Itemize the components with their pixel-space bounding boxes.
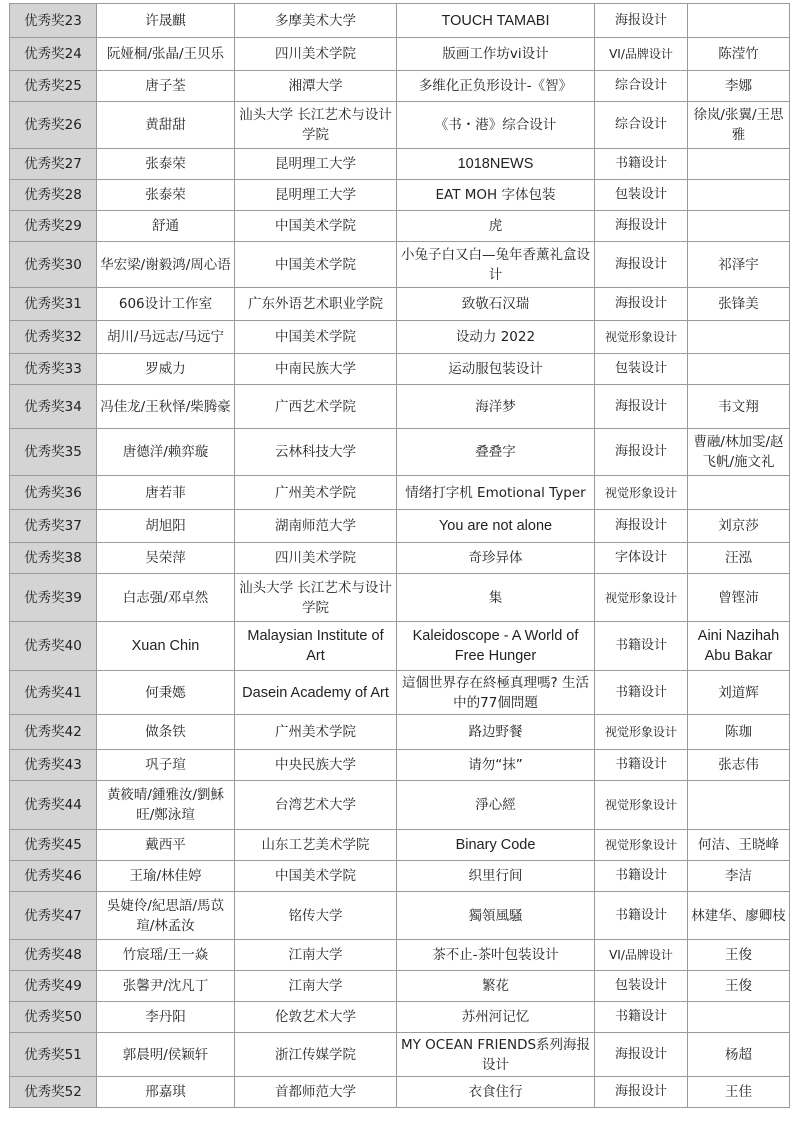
cell-award: 优秀奖51 [10, 1033, 97, 1077]
cell-school: 广西艺术学院 [235, 385, 397, 429]
table-row [10, 1033, 790, 1077]
cell-name: 张泰荣 [97, 180, 235, 211]
cell-mentor [688, 149, 790, 180]
cell-name: 黃筱晴/鍾雅汝/劉穌旺/鄭泳瑄 [97, 781, 235, 830]
cell-award: 优秀奖44 [10, 781, 97, 830]
cell-mentor: Aini Nazihah Abu Bakar [688, 622, 790, 671]
cell-name: 阮娅桐/张晶/王贝乐 [97, 38, 235, 71]
cell-category: 书籍设计 [595, 892, 688, 940]
cell-mentor: 曹融/林加雯/赵飞帆/施文礼 [688, 429, 790, 476]
cell-award: 优秀奖33 [10, 354, 97, 385]
cell-work: 版画工作坊vi设计 [397, 38, 595, 71]
table-row [10, 102, 790, 149]
cell-work: 多维化正负形设计-《智》 [397, 71, 595, 102]
cell-work: 海洋梦 [397, 385, 595, 429]
cell-award: 优秀奖28 [10, 180, 97, 211]
cell-mentor: 曾铿沛 [688, 574, 790, 622]
cell-mentor: 林建华、廖卿枝 [688, 892, 790, 940]
cell-mentor [688, 4, 790, 38]
cell-work: 情绪打字机 Emotional Typer [397, 476, 595, 510]
table-row [10, 385, 790, 429]
cell-award: 优秀奖41 [10, 671, 97, 715]
cell-mentor: 祁泽宇 [688, 242, 790, 288]
cell-work: Binary Code [397, 830, 595, 861]
cell-mentor [688, 476, 790, 510]
cell-award: 优秀奖49 [10, 971, 97, 1002]
cell-school: 四川美术学院 [235, 38, 397, 71]
cell-school: 中南民族大学 [235, 354, 397, 385]
cell-mentor: 王俊 [688, 940, 790, 971]
cell-category: 视觉形象设计 [595, 781, 688, 830]
cell-school: 广州美术学院 [235, 476, 397, 510]
cell-mentor: 李娜 [688, 71, 790, 102]
cell-category: 包装设计 [595, 971, 688, 1002]
cell-name: 唐德洋/赖弈璇 [97, 429, 235, 476]
cell-award: 优秀奖35 [10, 429, 97, 476]
cell-school: 汕头大学 长江艺术与设计学院 [235, 102, 397, 149]
cell-category: 书籍设计 [595, 861, 688, 892]
cell-school: 多摩美术大学 [235, 4, 397, 38]
cell-mentor: 张锋美 [688, 288, 790, 321]
cell-school: 广州美术学院 [235, 715, 397, 750]
table-row [10, 288, 790, 321]
cell-name: 许晟麒 [97, 4, 235, 38]
cell-award: 优秀奖37 [10, 510, 97, 543]
cell-award: 优秀奖46 [10, 861, 97, 892]
cell-name: 606设计工作室 [97, 288, 235, 321]
cell-mentor [688, 781, 790, 830]
cell-work: 獨領風騷 [397, 892, 595, 940]
table-row [10, 354, 790, 385]
cell-work: 集 [397, 574, 595, 622]
cell-name: 李丹阳 [97, 1002, 235, 1033]
table-row [10, 476, 790, 510]
cell-name: 张泰荣 [97, 149, 235, 180]
cell-school: 湘潭大学 [235, 71, 397, 102]
cell-work: 设动力 2022 [397, 321, 595, 354]
cell-school: 广东外语艺术职业学院 [235, 288, 397, 321]
cell-work: 路边野餐 [397, 715, 595, 750]
cell-name: 竹宸瑶/王一焱 [97, 940, 235, 971]
cell-category: 海报设计 [595, 4, 688, 38]
cell-work: EAT MOH 字体包装 [397, 180, 595, 211]
table-row [10, 321, 790, 354]
cell-award: 优秀奖27 [10, 149, 97, 180]
cell-award: 优秀奖25 [10, 71, 97, 102]
cell-school: 首都师范大学 [235, 1077, 397, 1108]
cell-award: 优秀奖24 [10, 38, 97, 71]
cell-work: Kaleidoscope - A World of Free Hunger [397, 622, 595, 671]
cell-award: 优秀奖48 [10, 940, 97, 971]
cell-school: 昆明理工大学 [235, 180, 397, 211]
cell-category: 书籍设计 [595, 671, 688, 715]
cell-mentor [688, 321, 790, 354]
table-row [10, 38, 790, 71]
cell-category: 视觉形象设计 [595, 830, 688, 861]
cell-school: 中国美术学院 [235, 861, 397, 892]
cell-category: 综合设计 [595, 102, 688, 149]
cell-category: 书籍设计 [595, 622, 688, 671]
cell-school: 中国美术学院 [235, 242, 397, 288]
cell-award: 优秀奖40 [10, 622, 97, 671]
cell-work: 小兔子白又白—兔年香薰礼盒设计 [397, 242, 595, 288]
cell-mentor: 何洁、王晓峰 [688, 830, 790, 861]
cell-name: 胡旭阳 [97, 510, 235, 543]
table-row [10, 510, 790, 543]
cell-award: 优秀奖34 [10, 385, 97, 429]
cell-work: 1018NEWS [397, 149, 595, 180]
cell-award: 优秀奖43 [10, 750, 97, 781]
cell-category: VI/品牌设计 [595, 38, 688, 71]
cell-school: 汕头大学 长江艺术与设计学院 [235, 574, 397, 622]
cell-name: 白志强/邓卓然 [97, 574, 235, 622]
cell-mentor: 刘道辉 [688, 671, 790, 715]
cell-work: 苏州河记忆 [397, 1002, 595, 1033]
cell-work: 茶不止-茶叶包装设计 [397, 940, 595, 971]
cell-work: 淨心經 [397, 781, 595, 830]
cell-award: 优秀奖30 [10, 242, 97, 288]
table-row [10, 149, 790, 180]
cell-school: 湖南师范大学 [235, 510, 397, 543]
cell-school: 中央民族大学 [235, 750, 397, 781]
cell-school: 台湾艺术大学 [235, 781, 397, 830]
cell-name: 张馨尹/沈凡丁 [97, 971, 235, 1002]
table-row [10, 671, 790, 715]
awards-table [9, 3, 790, 1108]
cell-award: 优秀奖45 [10, 830, 97, 861]
table-row [10, 4, 790, 38]
cell-name: 华宏梁/谢毅鸿/周心语 [97, 242, 235, 288]
cell-school: 昆明理工大学 [235, 149, 397, 180]
cell-name: 罗威力 [97, 354, 235, 385]
table-row [10, 940, 790, 971]
cell-work: 奇珍异体 [397, 543, 595, 574]
cell-mentor: 汪泓 [688, 543, 790, 574]
cell-name: 邢嘉琪 [97, 1077, 235, 1108]
cell-mentor [688, 211, 790, 242]
cell-work: 织里行间 [397, 861, 595, 892]
cell-category: 海报设计 [595, 211, 688, 242]
cell-work: 《书・港》综合设计 [397, 102, 595, 149]
cell-category: 视觉形象设计 [595, 476, 688, 510]
cell-award: 优秀奖31 [10, 288, 97, 321]
cell-award: 优秀奖39 [10, 574, 97, 622]
cell-name: 唐若菲 [97, 476, 235, 510]
table-row [10, 242, 790, 288]
cell-work: 致敬石汉瑞 [397, 288, 595, 321]
cell-work: TOUCH TAMABI [397, 4, 595, 38]
cell-school: 伦敦艺术大学 [235, 1002, 397, 1033]
cell-school: Malaysian Institute of Art [235, 622, 397, 671]
cell-name: 做条铁 [97, 715, 235, 750]
table-row [10, 861, 790, 892]
table-row [10, 892, 790, 940]
cell-award: 优秀奖29 [10, 211, 97, 242]
table-row [10, 622, 790, 671]
cell-name: 吴荣萍 [97, 543, 235, 574]
cell-work: 虎 [397, 211, 595, 242]
table-row [10, 543, 790, 574]
cell-name: 胡川/马远志/马远宁 [97, 321, 235, 354]
cell-mentor: 李洁 [688, 861, 790, 892]
cell-school: 山东工艺美术学院 [235, 830, 397, 861]
cell-award: 优秀奖36 [10, 476, 97, 510]
cell-award: 优秀奖32 [10, 321, 97, 354]
cell-school: 铭传大学 [235, 892, 397, 940]
cell-category: 海报设计 [595, 429, 688, 476]
cell-category: 海报设计 [595, 510, 688, 543]
cell-name: 巩子瑄 [97, 750, 235, 781]
cell-mentor: 陈珈 [688, 715, 790, 750]
cell-work: 繁花 [397, 971, 595, 1002]
cell-category: 字体设计 [595, 543, 688, 574]
cell-mentor: 刘京莎 [688, 510, 790, 543]
cell-school: 江南大学 [235, 940, 397, 971]
cell-name: 戴西平 [97, 830, 235, 861]
table-row [10, 211, 790, 242]
cell-category: 书籍设计 [595, 149, 688, 180]
table-row [10, 574, 790, 622]
table-row [10, 180, 790, 211]
cell-name: 冯佳龙/王秋怿/柴腾豪 [97, 385, 235, 429]
cell-work: MY OCEAN FRIENDS系列海报设计 [397, 1033, 595, 1077]
cell-award: 优秀奖23 [10, 4, 97, 38]
cell-school: Dasein Academy of Art [235, 671, 397, 715]
cell-category: 海报设计 [595, 242, 688, 288]
cell-school: 云林科技大学 [235, 429, 397, 476]
cell-mentor: 陈滢竹 [688, 38, 790, 71]
cell-mentor: 王俊 [688, 971, 790, 1002]
cell-award: 优秀奖38 [10, 543, 97, 574]
cell-name: 郭晨明/侯颖轩 [97, 1033, 235, 1077]
cell-category: 海报设计 [595, 1033, 688, 1077]
cell-category: 视觉形象设计 [595, 715, 688, 750]
cell-mentor: 王佳 [688, 1077, 790, 1108]
cell-mentor: 韦文翔 [688, 385, 790, 429]
cell-name: 王瑜/林佳婷 [97, 861, 235, 892]
table-row [10, 830, 790, 861]
cell-school: 江南大学 [235, 971, 397, 1002]
cell-name: 何秉嫕 [97, 671, 235, 715]
cell-school: 中国美术学院 [235, 321, 397, 354]
cell-mentor: 徐岚/张翼/王思雅 [688, 102, 790, 149]
cell-name: 舒通 [97, 211, 235, 242]
cell-award: 优秀奖42 [10, 715, 97, 750]
cell-award: 优秀奖50 [10, 1002, 97, 1033]
cell-name: 吳婕伶/紀思語/馬苡瑄/林孟汝 [97, 892, 235, 940]
cell-work: 请勿“抹” [397, 750, 595, 781]
cell-work: You are not alone [397, 510, 595, 543]
cell-category: 视觉形象设计 [595, 321, 688, 354]
cell-award: 优秀奖52 [10, 1077, 97, 1108]
cell-school: 中国美术学院 [235, 211, 397, 242]
cell-category: 书籍设计 [595, 1002, 688, 1033]
cell-work: 衣食住行 [397, 1077, 595, 1108]
cell-category: 综合设计 [595, 71, 688, 102]
cell-mentor [688, 1002, 790, 1033]
cell-category: 海报设计 [595, 1077, 688, 1108]
cell-category: 包装设计 [595, 180, 688, 211]
cell-award: 优秀奖47 [10, 892, 97, 940]
cell-category: 包装设计 [595, 354, 688, 385]
table-row [10, 715, 790, 750]
cell-work: 运动服包装设计 [397, 354, 595, 385]
awards-table-body [10, 4, 790, 1108]
cell-mentor: 杨超 [688, 1033, 790, 1077]
cell-school: 四川美术学院 [235, 543, 397, 574]
table-row [10, 781, 790, 830]
cell-category: 海报设计 [595, 385, 688, 429]
cell-school: 浙江传媒学院 [235, 1033, 397, 1077]
table-row [10, 750, 790, 781]
cell-category: 书籍设计 [595, 750, 688, 781]
cell-mentor: 张志伟 [688, 750, 790, 781]
cell-mentor [688, 180, 790, 211]
cell-name: 黄甜甜 [97, 102, 235, 149]
table-row [10, 1002, 790, 1033]
table-row [10, 1077, 790, 1108]
table-row [10, 429, 790, 476]
cell-work: 叠叠字 [397, 429, 595, 476]
cell-name: 唐子荃 [97, 71, 235, 102]
table-row [10, 971, 790, 1002]
cell-category: 海报设计 [595, 288, 688, 321]
cell-category: VI/品牌设计 [595, 940, 688, 971]
table-row [10, 71, 790, 102]
cell-mentor [688, 354, 790, 385]
cell-work: 這個世界存在終極真理嗎? 生活中的77個問題 [397, 671, 595, 715]
cell-award: 优秀奖26 [10, 102, 97, 149]
cell-category: 视觉形象设计 [595, 574, 688, 622]
cell-name: Xuan Chin [97, 622, 235, 671]
